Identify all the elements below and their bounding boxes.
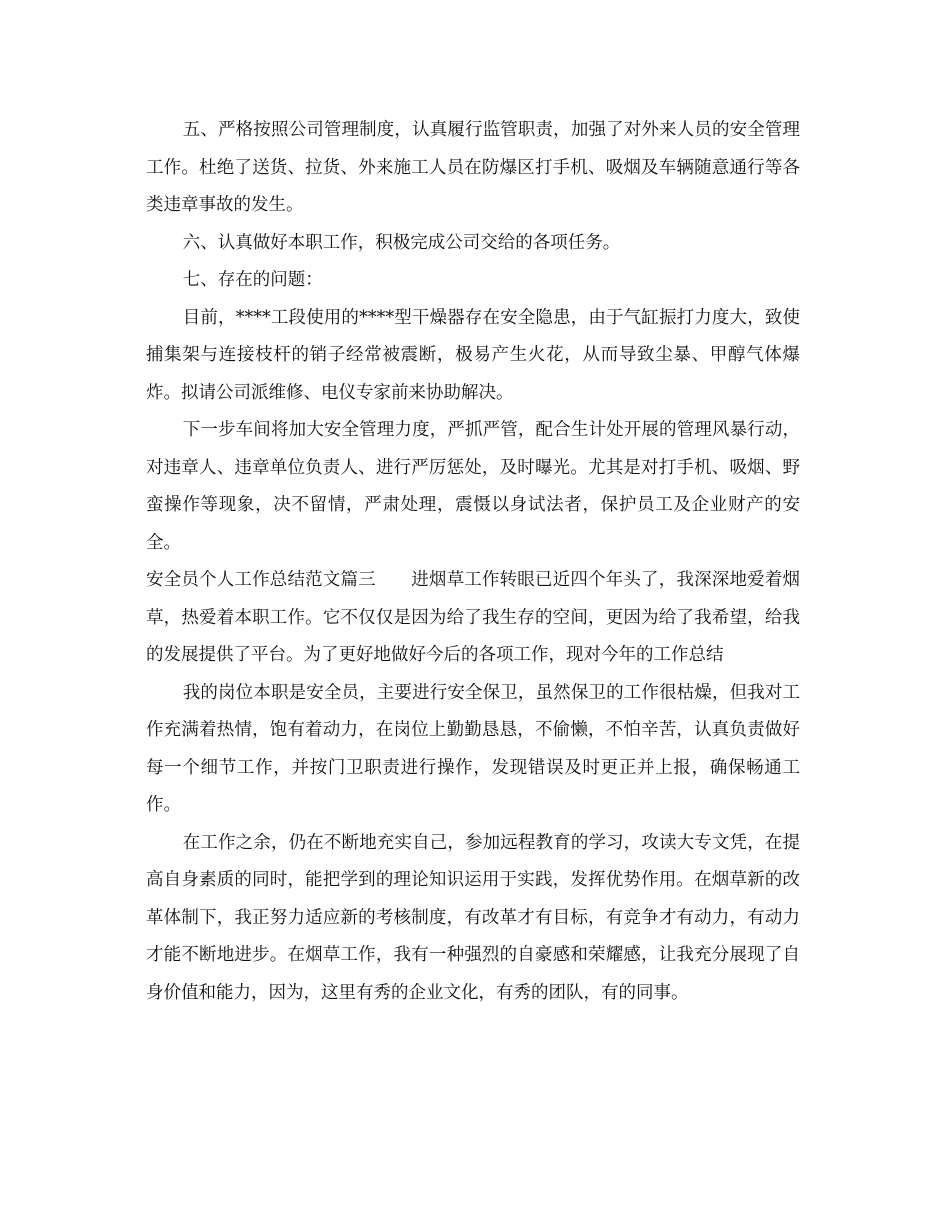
paragraph-item-7: 七、存在的问题： (182, 270, 323, 290)
paragraph-job-duty: 我的岗位本职是安全员，主要进行安全保卫，虽然保卫的工作很枯燥，但我对工作充满着热情，饱有着动力，在岗位上勤勤恳恳，不偷懒，不怕辛苦，认真负责做好每一个细节工作，并按门卫职责进行操作，发现错误及时更正并上报，确保畅通工作。 (146, 682, 800, 815)
paragraph-problem-detail: 目前，****工段使用的****型干燥器存在安全隐患，由于气缸振打力度大，致使捕集架与连接枝杆的销子经常被震断，极易产生火花，从而导致尘暴、甲醇气体爆炸。拟请公司派维修、电仪专家前来协助解决。 (146, 307, 800, 403)
paragraph-item-6: 六、认真做好本职工作，积极完成公司交给的各项任务。 (182, 232, 621, 253)
paragraph-item-5: 五、严格按照公司管理制度，认真履行监管职责，加强了对外来人员的安全管理工作。杜绝了送货、拉货、外来施工人员在防爆区打手机、吸烟及车辆随意通行等各类违章事故的发生。 (146, 120, 800, 215)
section-heading-paragraph: 安全员个人工作总结范文篇三 进烟草工作转眼已近四个年头了，我深深地爱着烟草，热爱着本职工作。它不仅仅是因为给了我生存的空间，更因为给了我希望，给我的发展提供了平台。为了更好地做好今后的各项工作，现对今年的工作总结 (146, 570, 800, 665)
document-page (146, 112, 800, 1012)
paragraph-self-improvement: 在工作之余，仍在不断地充实自己，参加远程教育的学习，攻读大专文凭，在提高自身素质的同时，能把学到的理论知识运用于实践，发挥优势作用。在烟草新的改革体制下，我正努力适应新的考核制度，有改革才有目标，有竞争才有动力，有动力才能不断地进步。在烟草工作，我有一种强烈的自豪感和荣耀感，让我充分展现了自身价值和能力，因为，这里有秀的企业文化，有秀的团队，有的同事。 (146, 832, 800, 1003)
paragraph-next-steps: 下一步车间将加大安全管理力度，严抓严管，配合生计处开展的管理风暴行动，对违章人、违章单位负责人、进行严厉惩处，及时曝光。尤其是对打手机、吸烟、野蛮操作等现象，决不留情，严肃处理，震慑以身试法者，保护员工及企业财产的安全。 (146, 420, 800, 553)
